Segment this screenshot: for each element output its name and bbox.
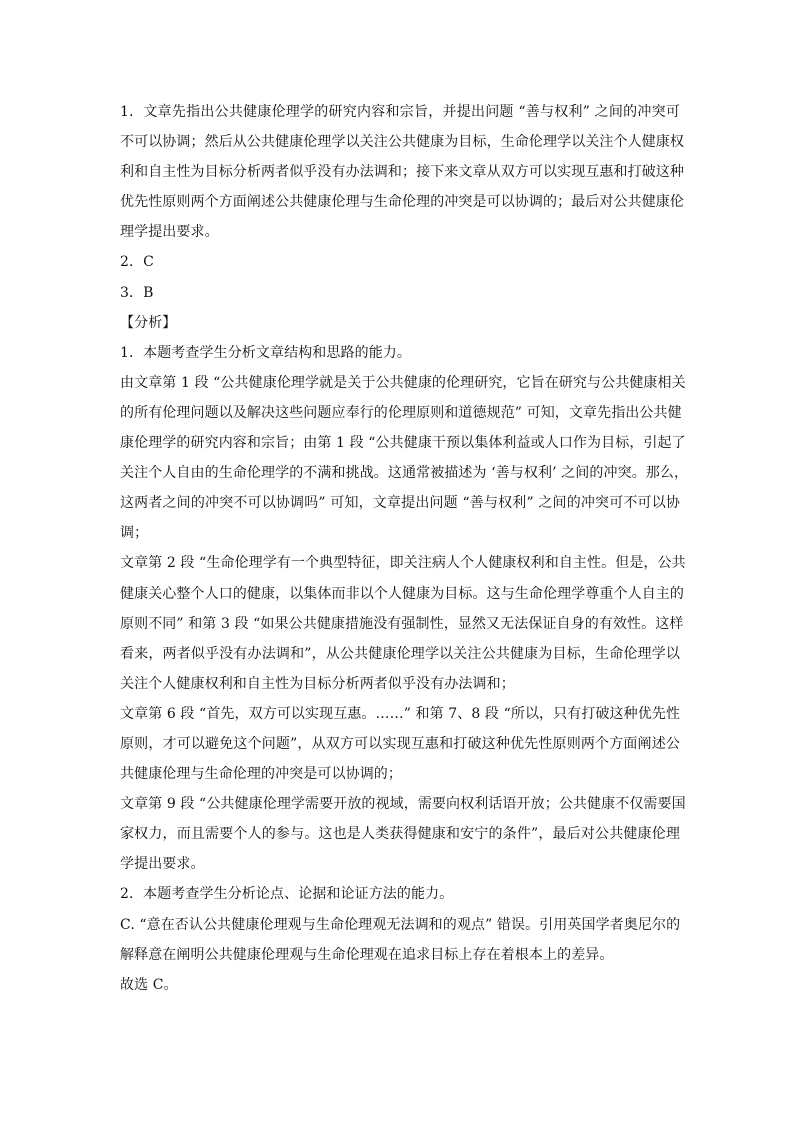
answer-2: 2．C [120, 254, 154, 271]
analysis-para-d-line-2: 家权力，而且需要个人的参与。这也是人类获得健康和安宁的条件”，最后对公共健康伦理 [120, 826, 680, 843]
answer-1-line-5: 理学提出要求。 [120, 224, 219, 241]
analysis-para-e-line-2: 解释意在阐明公共健康伦理观与生命伦理观在追求目标上存在着根本上的差异。 [120, 946, 614, 963]
document-page [120, 97, 689, 1000]
answer-1-line-1: 1．文章先指出公共健康伦理学的研究内容和宗旨，并提出问题 “善与权利” 之间的冲突可 [120, 104, 680, 120]
analysis-para-c-line-1: 文章第 6 段 “首先，双方可以实现互惠。……” 和第 7、8 段 “所以，只有打破这种优先性 [120, 705, 681, 722]
analysis-para-b-line-3: 原则不同” 和第 3 段 “如果公共健康措施没有强制性，显然又无法保证自身的有效性。这样 [120, 615, 684, 632]
analysis-para-c-line-2: 原则，才可以避免这个问题”，从双方可以实现互惠和打破这种优先性原则两个方面阐述公 [120, 735, 680, 752]
answer-1-line-3: 利和自主性为目标分析两者似乎没有办法调和；接下来文章从双方可以实现互惠和打破这种 [120, 164, 684, 181]
answer-3: 3．B [120, 284, 154, 301]
analysis-q1-intro: 1．本题考查学生分析文章结构和思路的能力。 [120, 344, 412, 361]
analysis-para-a-line-3: 康伦理学的研究内容和宗旨；由第 1 段 “公共健康干预以集体利益或人口作为目标，引起了 [120, 435, 686, 452]
analysis-para-b-line-2: 健康关心整个人口的健康，以集体而非以个人健康为目标。这与生命伦理学尊重个人自主的 [120, 585, 684, 602]
analysis-para-a-line-5: 这两者之间的冲突不可以协调吗” 可知，文章提出问题 “善与权利” 之间的冲突可不可以协 [120, 495, 680, 512]
answer-1-line-4: 优先性原则两个方面阐述公共健康伦理与生命伦理的冲突是可以协调的；最后对公共健康伦 [120, 194, 684, 211]
analysis-para-b-line-1: 文章第 2 段 “生命伦理学有一个典型特征，即关注病人个人健康权利和自主性。但是，公共 [120, 555, 686, 572]
analysis-para-a-line-1: 由文章第 1 段 “公共健康伦理学就是关于公共健康的伦理研究，它旨在研究与公共健康相关 [120, 374, 686, 391]
analysis-para-c-line-3: 共健康伦理与生命伦理的冲突是可以协调的； [120, 766, 402, 783]
analysis-q2-intro: 2．本题考查学生分析论点、论据和论证方法的能力。 [120, 886, 454, 903]
analysis-conclusion: 故选 C。 [120, 976, 178, 993]
analysis-para-a-line-2: 的所有伦理问题以及解决这些问题应奉行的伦理原则和道德规范” 可知，文章先指出公共健 [120, 404, 682, 421]
analysis-para-d-line-3: 学提出要求。 [120, 856, 205, 873]
analysis-para-a-line-4: 关注个人自由的生命伦理学的不满和挑战。这通常被描述为 ‘善与权利’ 之间的冲突。那么， [120, 465, 689, 482]
answer-1-line-2: 不可以协调；然后从公共健康伦理学以关注公共健康为目标，生命伦理学以关注个人健康权 [120, 134, 684, 151]
analysis-para-a-line-6: 调； [120, 525, 149, 542]
analysis-para-b-line-5: 关注个人健康权利和自主性为目标分析两者似乎没有办法调和； [120, 675, 515, 692]
analysis-heading: 【分析】 [120, 314, 177, 331]
analysis-para-d-line-1: 文章第 9 段 “公共健康伦理学需要开放的视域，需要向权利话语开放；公共健康不仅需要国 [120, 796, 686, 813]
analysis-para-b-line-4: 看来，两者似乎没有办法调和”，从公共健康伦理学以关注公共健康为目标，生命伦理学以 [120, 645, 680, 662]
analysis-para-e-line-1: C. “意在否认公共健康伦理观与生命伦理观无法调和的观点” 错误。引用英国学者奥尼尔的 [120, 916, 681, 933]
